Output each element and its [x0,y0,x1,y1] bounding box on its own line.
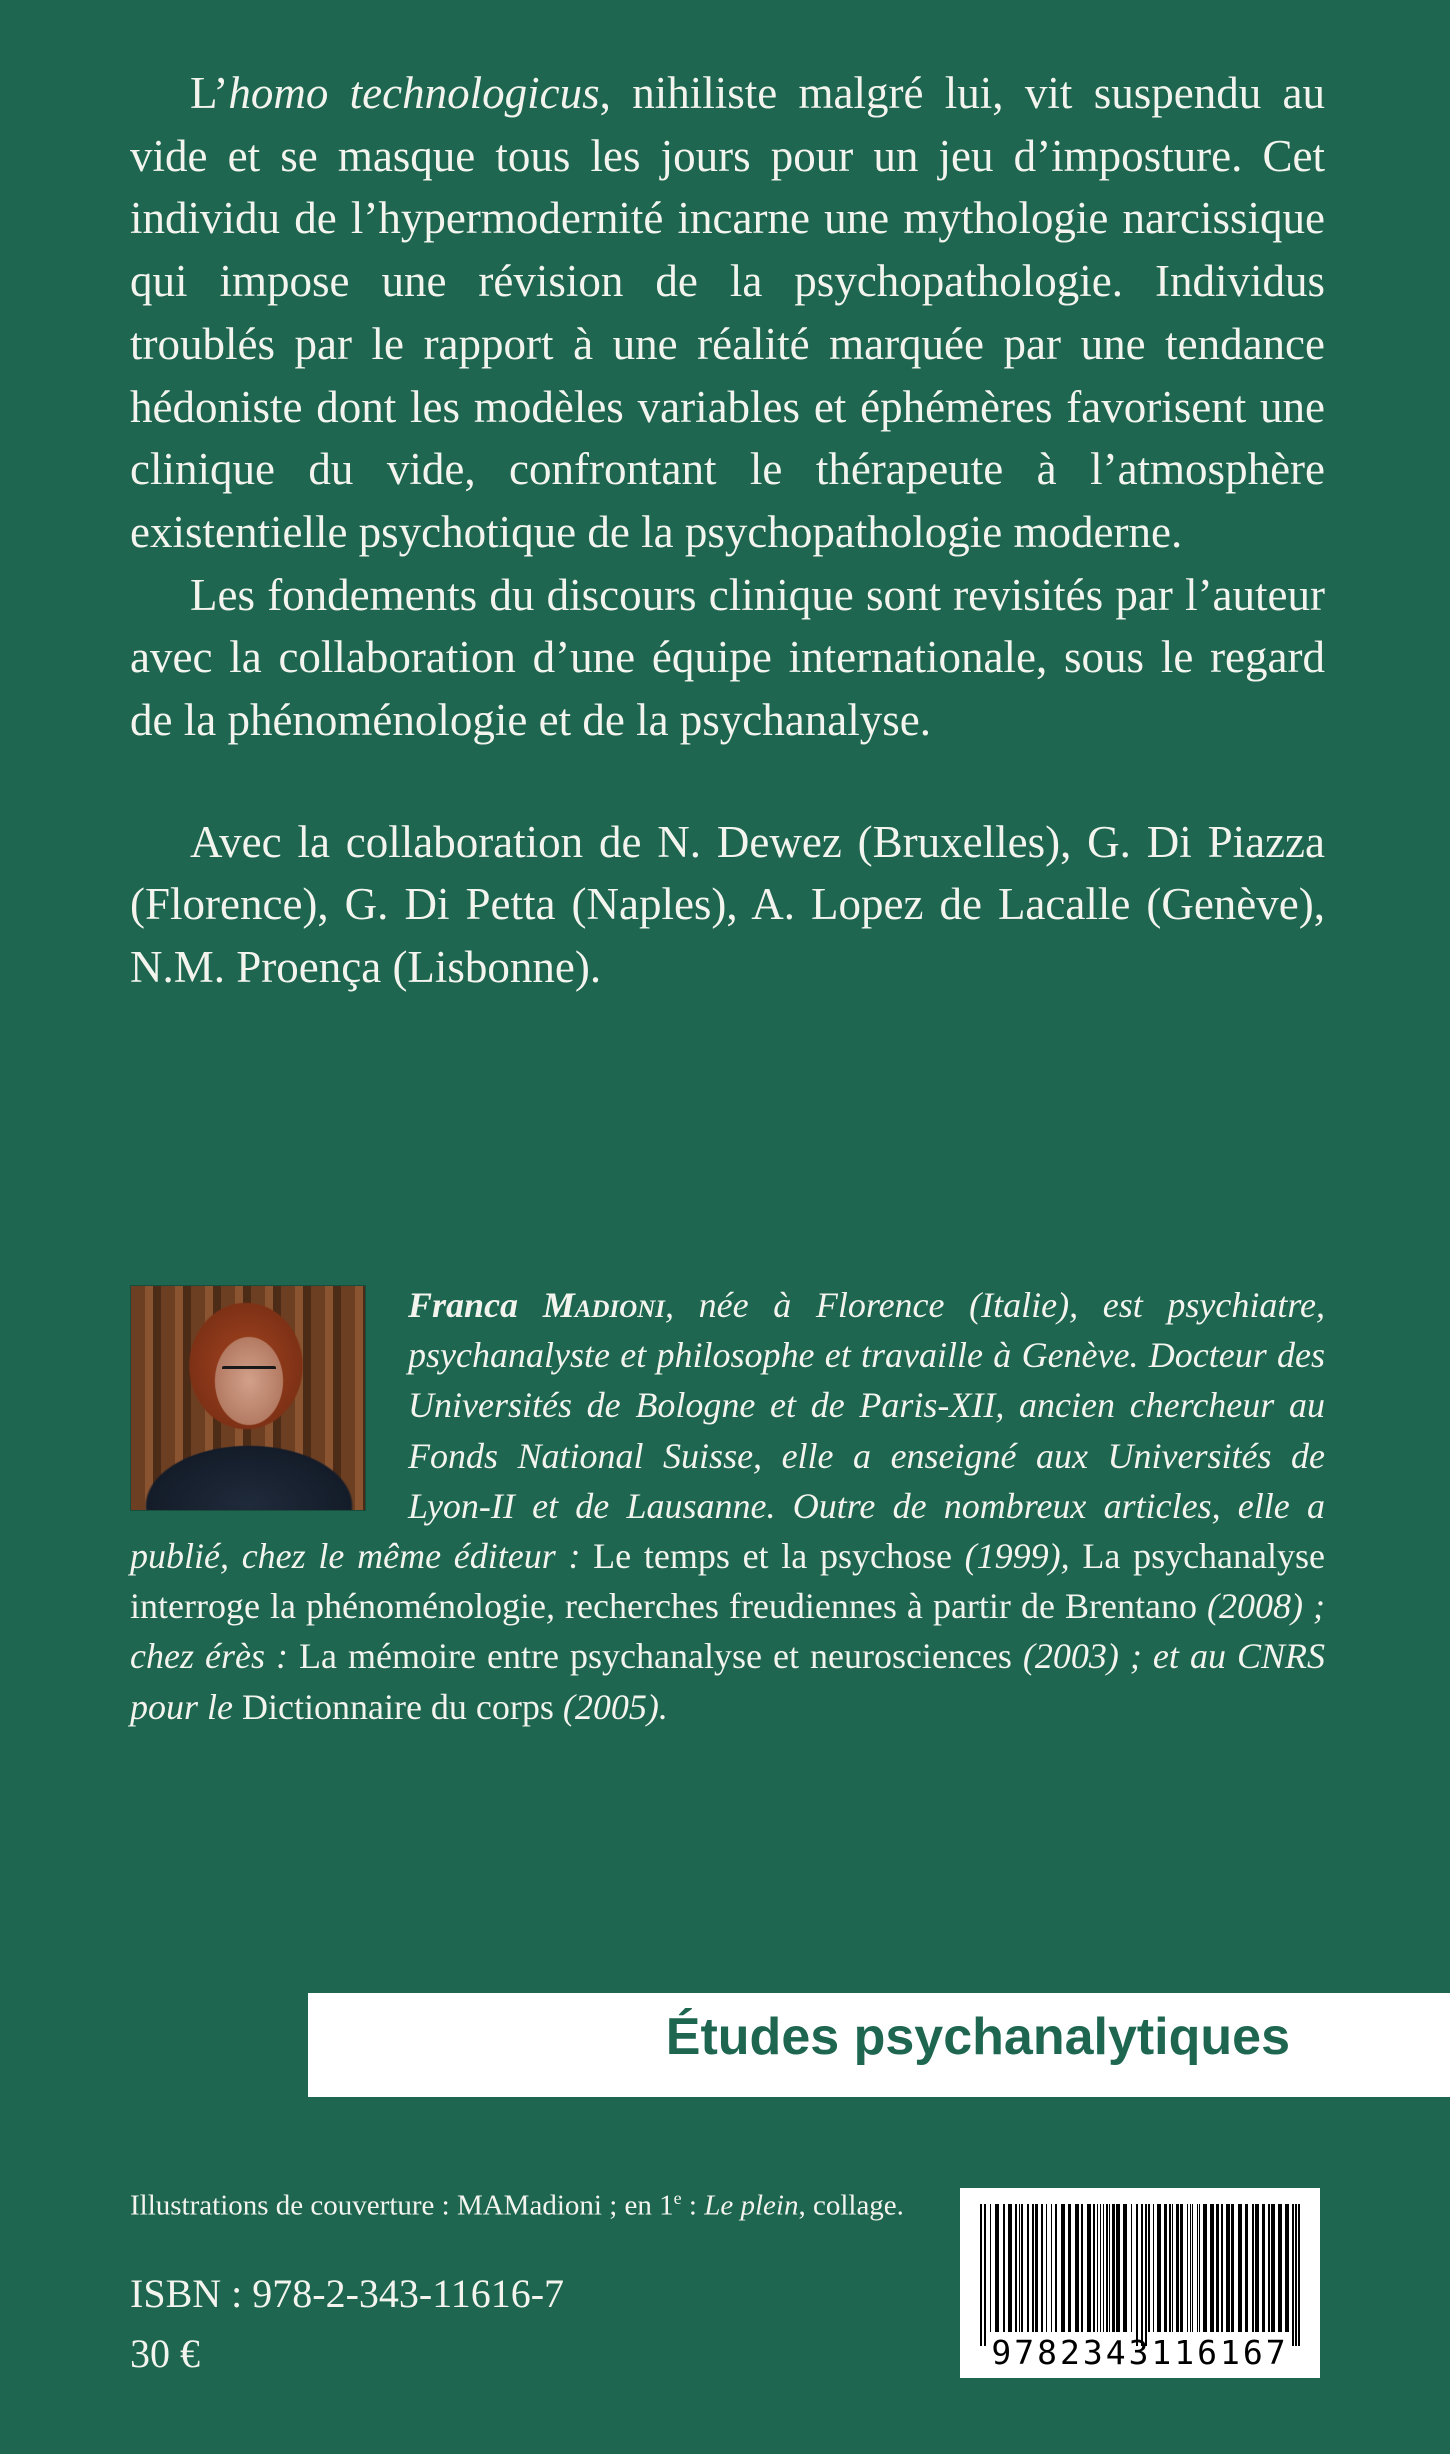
book-title-4: Dictionnaire du corps [242,1686,554,1727]
barcode [960,2188,1320,2378]
blurb-p1-text: , nihiliste malgré lui, vit suspendu au vide et se masque tous les jours pour un jeu d’imposture. Cet individu de l’hypermodernité incarne une mythologie narcissique qui impose une révision de la psychopathologie. Individus troublés par le rapport à une réalité marquée par une tendance hédoniste dont les modèles variables et éphémères favorisent une clinique du vide, confrontant le thérapeute à l’atmosphère existentielle psychotique de la psychopathologie moderne. [130,68,1325,557]
blurb-paragraph-3: Avec la collaboration de N. Dewez (Bruxelles), G. Di Piazza (Florence), G. Di Petta (Naples), A. Lopez de Lacalle (Genève), N.M. Proença (Lisbonne). [130,816,1325,993]
collection-banner [308,1993,1450,2097]
blurb-p1-italic: homo technologicus [228,68,600,118]
barcode-bar [1164,2204,1167,2332]
barcode-bar [1292,2204,1294,2346]
barcode-bar [1216,2204,1219,2332]
barcode-bar [1238,2204,1242,2332]
author-name [408,1285,665,1325]
barcode-bar [1003,2204,1005,2332]
barcode-bar [1176,2204,1179,2332]
barcode-bar [1153,2204,1154,2332]
book-year-3: (2003) ; et au CNRS pour le [130,1636,1325,1727]
isbn: ISBN : 978-2-343-11616-7 [130,2271,565,2316]
barcode-bar [1136,2204,1138,2346]
barcode-bar [1180,2204,1183,2332]
barcode-bar [1141,2204,1143,2346]
barcode-bar [1027,2204,1029,2332]
glasses-shape [222,1366,276,1379]
barcode-bar [1081,2204,1083,2332]
barcode-bar [1278,2204,1282,2332]
barcode-bar [1172,2204,1173,2332]
price: 30 € [130,2331,200,2376]
barcode-bar [1103,2204,1104,2332]
book-title-2-separator: , [545,1586,566,1627]
barcode-bar [1255,2204,1259,2332]
barcode-bar [995,2204,999,2332]
barcode-bar [1116,2204,1120,2332]
barcode-bar [1271,2204,1275,2332]
book-title-2: La psychanalyse interroge la phénoménologie [130,1536,1325,1627]
blurb-paragraph-1 [130,62,1325,564]
barcode-bar [1041,2204,1043,2332]
cover-credits [130,2188,904,2223]
barcode-bar [1032,2204,1034,2332]
barcode-bar [1231,2204,1234,2332]
barcode-bar [1046,2204,1047,2332]
barcode-bar [1019,2204,1020,2332]
barcode-bar [1295,2204,1297,2346]
book-title-2-subtitle: recherches freudiennes à partir de Brentano [565,1586,1197,1627]
credits-work-title: Le plein [704,2189,799,2222]
author-last-name: Madioni [542,1285,665,1325]
barcode-bar [1068,2204,1071,2332]
barcode-bar [1298,2204,1300,2346]
barcode-bar [1087,2204,1091,2332]
barcode-bar [1252,2204,1254,2332]
barcode-bar [1197,2204,1198,2332]
credits-suffix: , collage. [798,2189,904,2222]
barcode-bar [1190,2204,1191,2332]
barcode-bar [1112,2204,1115,2332]
barcode-bar [1015,2204,1017,2332]
author-bio [130,1280,1325,1732]
barcode-bar [1169,2204,1171,2332]
barcode-bar [1245,2204,1248,2332]
barcode-bar [1106,2204,1108,2332]
book-title-3: La mémoire entre psychanalyse et neurosciences [299,1636,1012,1677]
barcode-bar [990,2204,991,2332]
barcode-bar [1262,2204,1265,2332]
book-title-1: Le temps et la psychose [593,1536,952,1577]
book-year-2: (2008) ; chez érès : [130,1586,1326,1677]
barcode-bar [1199,2204,1200,2332]
blurb-p1-prefix: L’ [190,68,229,118]
credits-prefix: Illustrations de couverture : MAMadioni ; en 1 [130,2189,674,2222]
barcode-bar [1021,2204,1023,2332]
barcode-bar [1051,2204,1052,2332]
barcode-digits: 9782343116167 [991,2333,1289,2372]
collection-title: Études psychanalytiques [665,2008,1290,2066]
credits-separator: : [681,2189,705,2222]
book-year-4: (2005). [553,1686,668,1727]
barcode-bar [1148,2204,1150,2332]
barcode-bar [1131,2204,1132,2332]
barcode-bar [1035,2204,1038,2332]
back-cover-blurb [130,62,1325,999]
credits-superscript: e [673,2188,682,2208]
author-photo [130,1285,366,1511]
barcode-bar [1210,2204,1214,2332]
barcode-bar [1285,2204,1289,2332]
barcode-bar [1075,2204,1079,2332]
author-first-name: Franca [408,1285,519,1325]
author-bio-1: , née à Florence (Italie), est psychiatre, psychanalyste et philosophe et travaille à Genève. Docteur des Universités de Bologne et de Paris-XII, ancien chercheur au Fonds National Suisse, elle a enseigné aux Universités de Lyon-II et de Lausanne. Outre de nombreux articles, elle a publié, chez le même éditeur : [130,1285,1326,1577]
book-year-1: (1999), [951,1536,1083,1577]
barcode-bar [1109,2204,1110,2332]
barcode-bar [1123,2204,1127,2332]
barcode-bar [1157,2204,1161,2332]
blurb-paragraph-2: Les fondements du discours clinique sont revisités par l’auteur avec la collaboration d’une équipe internationale, sous le regard de la phénoménologie et de la psychanalyse. [130,569,1325,746]
barcode-bar [1203,2204,1207,2332]
barcode-bar [1055,2204,1057,2332]
barcode-bar [1221,2204,1223,2332]
barcode-bar [1008,2204,1012,2332]
barcode-bar [1061,2204,1065,2332]
barcode-bar [1187,2204,1188,2332]
barcode-bar [1145,2204,1147,2346]
barcode-bar [1097,2204,1098,2332]
barcode-bar [1192,2204,1193,2332]
barcode-bar [1226,2204,1230,2332]
barcode-bar [1100,2204,1101,2332]
barcode-bar [1268,2204,1270,2332]
barcode-bar [980,2204,982,2346]
barcode-bar [984,2204,986,2346]
barcode-bar [1093,2204,1095,2332]
